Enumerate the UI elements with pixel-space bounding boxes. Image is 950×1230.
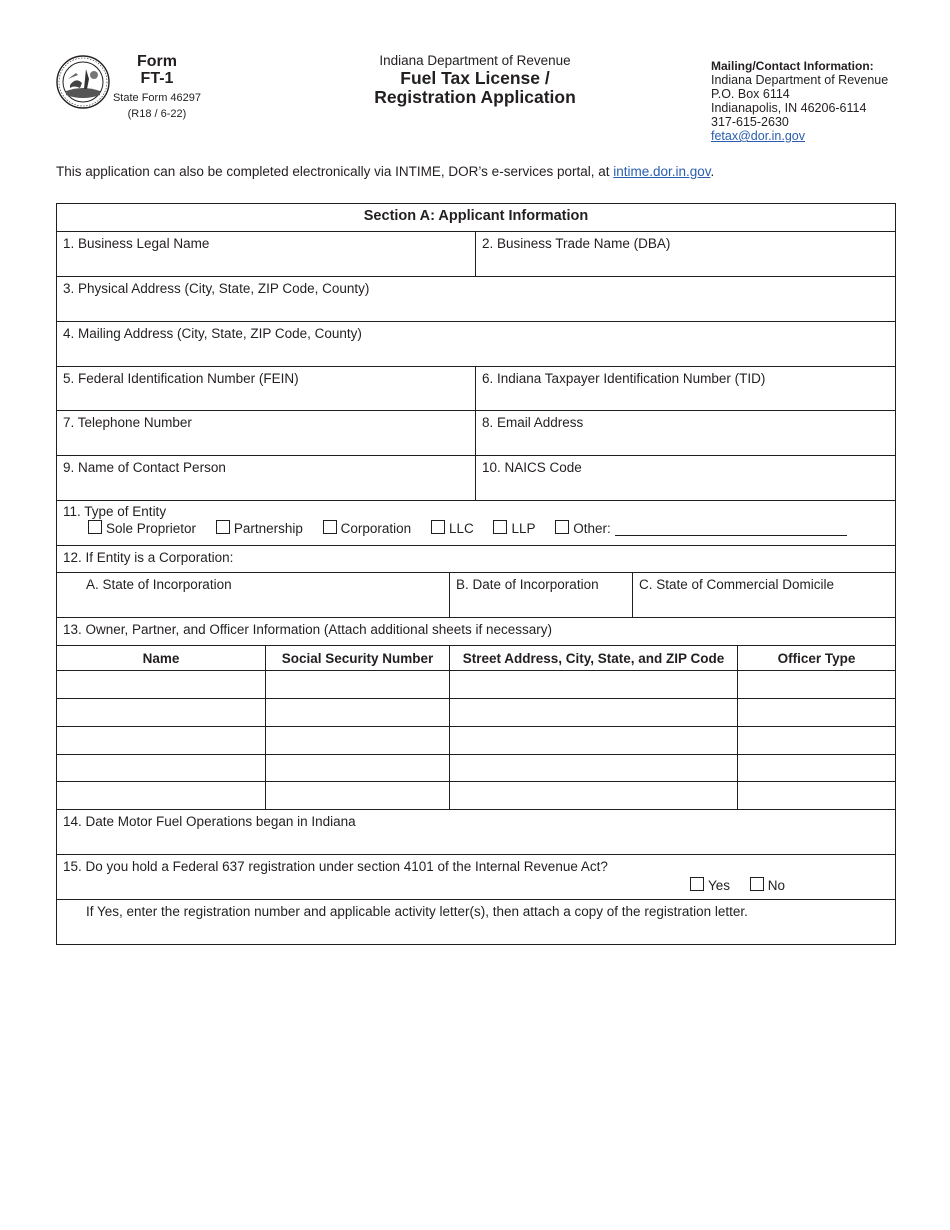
federal-637-yes[interactable]: Yes (690, 877, 730, 893)
form-title-line2: Registration Application (374, 87, 576, 107)
section-a-table (56, 203, 896, 945)
entity-partnership[interactable]: Partnership (216, 520, 303, 536)
form-title-block (300, 53, 650, 107)
state-of-incorporation-field[interactable]: A. State of Incorporation (57, 573, 450, 618)
fein-field[interactable]: 5. Federal Identification Number (FEIN) (57, 367, 476, 411)
entity-other-input[interactable] (615, 523, 847, 536)
business-trade-name-field[interactable]: 2. Business Trade Name (DBA) (476, 232, 896, 277)
mailing-address-field[interactable]: 4. Mailing Address (City, State, ZIP Code, County) (57, 322, 896, 367)
registration-number-field[interactable]: If Yes, enter the registration number and applicable activity letter(s), then attach a copy of the registration letter. (57, 900, 896, 945)
owner-name-cell[interactable] (57, 671, 266, 699)
table-row (57, 727, 896, 755)
state-form-number: State Form 46297 (112, 92, 202, 104)
intro-text: This application can also be completed electronically via INTIME, DOR’s e-services portal, at intime.dor.in.gov. (56, 164, 715, 179)
contact-info (711, 59, 931, 143)
telephone-field[interactable]: 7. Telephone Number (57, 411, 476, 456)
federal-637-options (63, 877, 889, 893)
checkbox-icon[interactable] (493, 520, 507, 534)
owner-name-cell[interactable] (57, 699, 266, 727)
entity-type-row: 11. Type of Entity Sole Proprietor Partnership Corporation LLC LLP Other: (57, 501, 896, 546)
corporation-heading: 12. If Entity is a Corporation: (57, 546, 896, 573)
owner-ssn-cell[interactable] (266, 755, 450, 782)
contact-org: Indiana Department of Revenue (711, 73, 889, 87)
contact-city: Indianapolis, IN 46206-6114 (711, 101, 867, 115)
table-row (57, 782, 896, 810)
owner-ssn-cell[interactable] (266, 699, 450, 727)
contact-pobox: P.O. Box 6114 (711, 87, 790, 101)
checkbox-icon[interactable] (431, 520, 445, 534)
revision-date: (R18 / 6-22) (127, 108, 187, 120)
federal-637-row: 15. Do you hold a Federal 637 registration under section 4101 of the Internal Revenue Act? Yes No (57, 855, 896, 900)
owner-col-officer-type: Officer Type (738, 646, 896, 671)
owner-col-name: Name (57, 646, 266, 671)
motor-fuel-date-field[interactable]: 14. Date Motor Fuel Operations began in Indiana (57, 810, 896, 855)
owner-ssn-cell[interactable] (266, 727, 450, 755)
entity-corporation[interactable]: Corporation (323, 520, 412, 536)
owner-address-cell[interactable] (450, 727, 738, 755)
owner-officer-type-cell[interactable] (738, 755, 896, 782)
entity-llc[interactable]: LLC (431, 520, 474, 536)
form-title-line1: Fuel Tax License / (400, 68, 550, 88)
checkbox-icon[interactable] (690, 877, 704, 891)
contact-heading: Mailing/Contact Information: (711, 59, 874, 73)
form-number: FT-1 (140, 70, 174, 87)
owner-ssn-cell[interactable] (266, 671, 450, 699)
owner-name-cell[interactable] (57, 782, 266, 810)
naics-code-field[interactable]: 10. NAICS Code (476, 456, 896, 501)
owner-col-address: Street Address, City, State, and ZIP Code (450, 646, 738, 671)
table-row (57, 671, 896, 699)
owner-name-cell[interactable] (57, 727, 266, 755)
contact-phone: 317-615-2630 (711, 115, 789, 129)
table-row (57, 755, 896, 782)
email-field[interactable]: 8. Email Address (476, 411, 896, 456)
department-name: Indiana Department of Revenue (379, 53, 571, 68)
owner-address-cell[interactable] (450, 755, 738, 782)
form-identifier (112, 54, 202, 122)
contact-person-field[interactable]: 9. Name of Contact Person (57, 456, 476, 501)
date-of-incorporation-field[interactable]: B. Date of Incorporation (450, 573, 633, 618)
entity-sole-proprietor[interactable]: Sole Proprietor (88, 520, 196, 536)
contact-email-link[interactable]: fetax@dor.in.gov (711, 129, 805, 143)
physical-address-field[interactable]: 3. Physical Address (City, State, ZIP Code, County) (57, 277, 896, 322)
entity-other[interactable]: Other: (555, 520, 847, 536)
checkbox-icon[interactable] (555, 520, 569, 534)
owner-officer-type-cell[interactable] (738, 782, 896, 810)
owner-address-cell[interactable] (450, 671, 738, 699)
owner-name-cell[interactable] (57, 755, 266, 782)
entity-llp[interactable]: LLP (493, 520, 535, 536)
owner-address-cell[interactable] (450, 782, 738, 810)
owner-info-heading: 13. Owner, Partner, and Officer Information (Attach additional sheets if necessary) (57, 618, 896, 646)
checkbox-icon[interactable] (750, 877, 764, 891)
owner-ssn-cell[interactable] (266, 782, 450, 810)
owner-col-ssn: Social Security Number (266, 646, 450, 671)
federal-637-no[interactable]: No (750, 877, 785, 893)
checkbox-icon[interactable] (216, 520, 230, 534)
table-row (57, 699, 896, 727)
section-a-title: Section A: Applicant Information (57, 204, 896, 232)
form-label: Form (137, 53, 177, 70)
tid-field[interactable]: 6. Indiana Taxpayer Identification Number (TID) (476, 367, 896, 411)
owner-officer-type-cell[interactable] (738, 727, 896, 755)
checkbox-icon[interactable] (323, 520, 337, 534)
state-seal-icon (56, 55, 110, 109)
intime-link[interactable]: intime.dor.in.gov (613, 164, 711, 179)
checkbox-icon[interactable] (88, 520, 102, 534)
entity-type-options (63, 520, 889, 536)
owner-officer-type-cell[interactable] (738, 699, 896, 727)
owner-address-cell[interactable] (450, 699, 738, 727)
owner-officer-type-cell[interactable] (738, 671, 896, 699)
state-of-commercial-domicile-field[interactable]: C. State of Commercial Domicile (633, 573, 896, 618)
business-legal-name-field[interactable]: 1. Business Legal Name (57, 232, 476, 277)
